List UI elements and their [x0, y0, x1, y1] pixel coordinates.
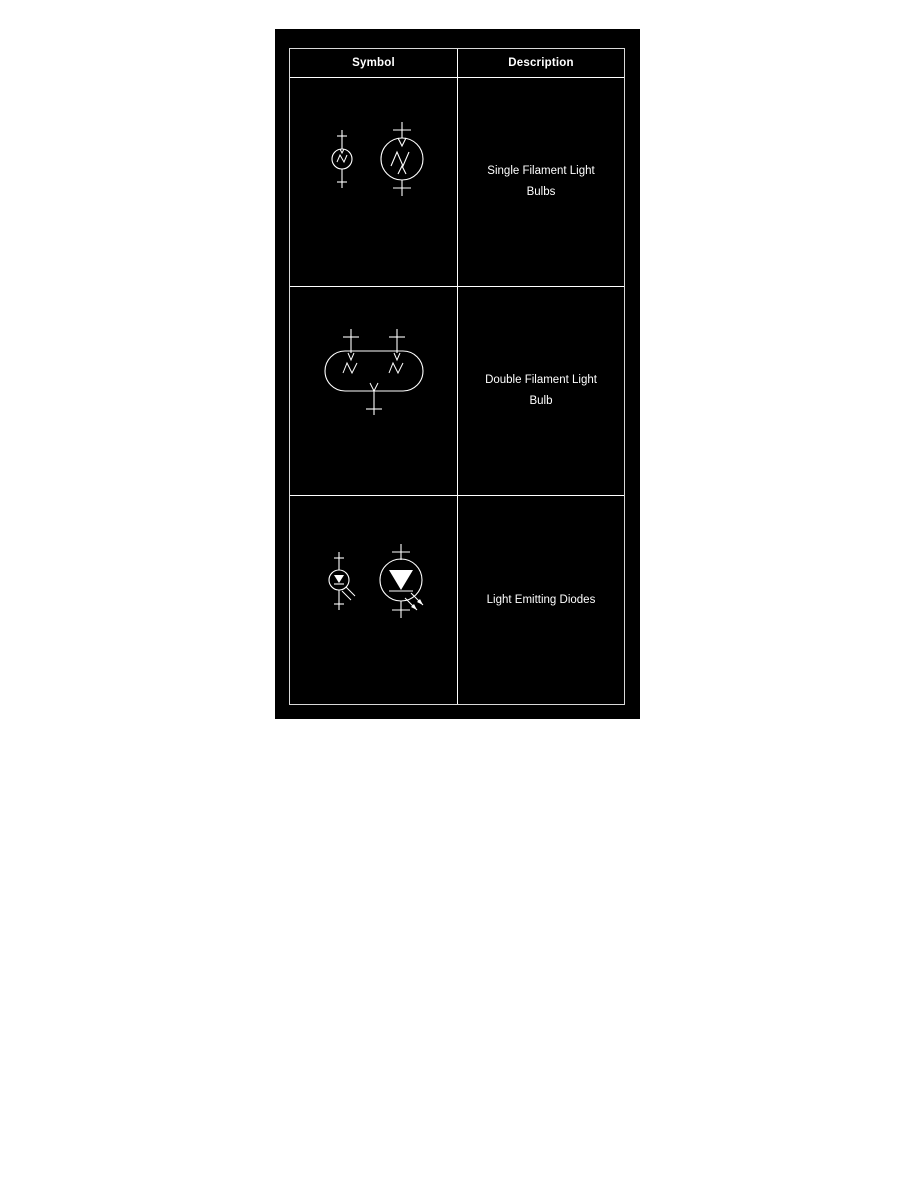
table-row: [290, 496, 624, 704]
description-text: Light Emitting Diodes: [486, 593, 596, 606]
light-emitting-diode-icon: [299, 538, 449, 633]
description-text: Double Filament Light Bulb: [485, 374, 597, 407]
description-cell-double-filament: [458, 287, 624, 495]
table-row: [290, 287, 624, 496]
description-cell-led: [458, 496, 624, 704]
symbol-cell-led: [290, 496, 458, 704]
table-header-row: [290, 49, 624, 78]
single-filament-light-bulb-icon: [299, 114, 449, 204]
electrical-symbol-legend-panel: [275, 29, 640, 719]
symbol-description-table: [289, 48, 625, 705]
description-text: Single Filament Light Bulbs: [487, 165, 595, 198]
table-row: [290, 78, 624, 287]
symbol-cell-double-filament: [290, 287, 458, 495]
symbol-cell-single-filament: [290, 78, 458, 286]
column-header-symbol: Symbol: [290, 49, 458, 77]
description-cell-single-filament: [458, 78, 624, 286]
double-filament-light-bulb-icon: [299, 317, 449, 427]
column-header-description: Description: [508, 57, 574, 69]
